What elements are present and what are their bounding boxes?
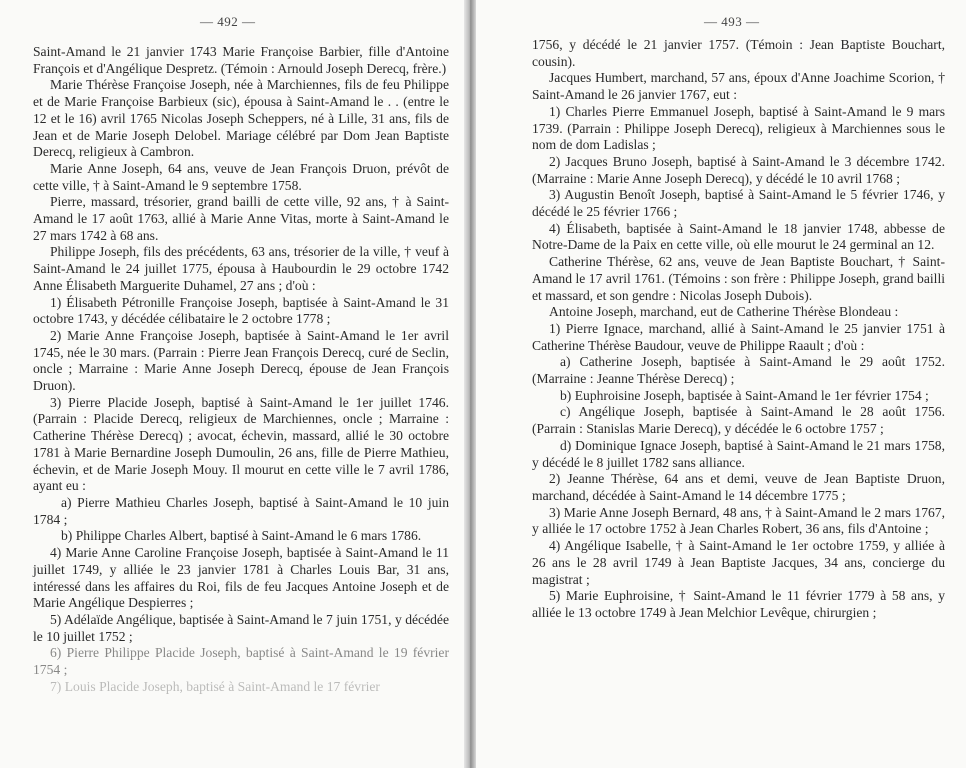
paragraph: 3) Augustin Benoît Joseph, baptisé à Saint-Amand le 5 février 1746, y décédé le 25 février 1766 ;	[532, 187, 945, 220]
page-number: — 493 —	[704, 14, 760, 29]
left-page	[0, 0, 468, 768]
paragraph: 1) Élisabeth Pétronille Françoise Joseph, baptisée à Saint-Amand le 31 octobre 1743, y décédée célibataire le 2 octobre 1778 ;	[33, 294, 449, 327]
paragraph: 1) Pierre Ignace, marchand, allié à Saint-Amand le 25 janvier 1751 à Catherine Thérèse Baudour, veuve de Philippe Raault ; d'où :	[532, 320, 945, 353]
paragraph: 2) Marie Anne Françoise Joseph, baptisée à Saint-Amand le 1er avril 1745, née le 30 mars. (Parrain : Pierre Jean François Derecq, curé de Seclin, oncle ; Marraine : Marie Anne Joseph Derecq, épouse de Jean François Druon).	[33, 327, 449, 394]
paragraph: a) Pierre Mathieu Charles Joseph, baptisé à Saint-Amand le 10 juin 1784 ;	[33, 494, 449, 527]
page-text	[33, 44, 449, 695]
paragraph: Pierre, massard, trésorier, grand bailli de cette ville, 92 ans, † à Saint-Amand le 17 août 1763, allié à Marie Anne Vitas, morte à Saint-Amand le 27 mars 1742 à 68 ans.	[33, 194, 449, 243]
paragraph: a) Catherine Joseph, baptisée à Saint-Amand le 29 août 1752. (Marraine : Jeanne Thérèse Derecq) ;	[532, 354, 945, 387]
paragraph: 2) Jacques Bruno Joseph, baptisé à Saint-Amand le 3 décembre 1742. (Marraine : Marie Anne Joseph Derecq), y décédé le 10 avril 1768 ;	[532, 153, 945, 186]
paragraph: 2) Jeanne Thérèse, 64 ans et demi, veuve de Jean Baptiste Druon, marchand, décédée à Saint-Amand le 14 décembre 1775 ;	[532, 471, 945, 503]
paragraph: 3) Pierre Placide Joseph, baptisé à Saint-Amand le 1er juillet 1746. (Parrain : Placide Derecq, religieux de Marchiennes, oncle ; Marraine : Catherine Thérèse Derecq) ; avocat, échevin, massard, allié le 30 octobre 1781 à Marie Bernardine Joseph Dumoulin, 26 ans, fille de Pierre Mathieu, échevin, et de Marie Joseph Mouy. Il mourut en cette ville le 7 avril 1786, ayant eu :	[33, 394, 449, 494]
page-text	[532, 37, 945, 622]
right-page	[476, 0, 966, 768]
paragraph: b) Euphroisine Joseph, baptisée à Saint-Amand le 1er février 1754 ;	[560, 387, 929, 403]
paragraph: d) Dominique Ignace Joseph, baptisé à Saint-Amand le 21 mars 1758, y décédé le 8 juillet 1782 sans alliance.	[532, 437, 945, 470]
paragraph: Antoine Joseph, marchand, eut de Catherine Thérèse Blondeau :	[549, 304, 899, 320]
paragraph: 5) Adélaïde Angélique, baptisée à Saint-Amand le 7 juin 1751, y décédée le 10 juillet 1752 ;	[33, 611, 449, 644]
paragraph: Jacques Humbert, marchand, 57 ans, époux d'Anne Joachime Scorion, † Saint-Amand le 26 janvier 1767, eut :	[532, 70, 945, 103]
paragraph: Catherine Thérèse, 62 ans, veuve de Jean Baptiste Bouchart, † Saint-Amand le 17 avril 1761. (Témoins : son frère : Philippe Joseph, grand bailli et massard, et son gendre : Nicolas Joseph Dubois).	[532, 254, 945, 303]
paragraph: 6) Pierre Philippe Placide Joseph, baptisé à Saint-Amand le 19 février 1754 ;	[33, 645, 449, 678]
paragraph: Marie Anne Joseph, 64 ans, veuve de Jean François Druon, prévôt de cette ville, † à Saint-Amand le 9 septembre 1758.	[33, 160, 449, 193]
paragraph: Saint-Amand le 21 janvier 1743 Marie Françoise Barbier, fille d'Antoine François et d'Angélique Despretz. (Témoin : Arnould Joseph Derecq, frère.)	[33, 44, 449, 76]
paragraph: 4) Élisabeth, baptisée à Saint-Amand le 18 janvier 1748, abbesse de Notre-Dame de la Paix en cette ville, où elle mourut le 24 germinal an 12.	[532, 220, 945, 253]
paragraph: 7) Louis Placide Joseph, baptisé à Saint-Amand le 17 février	[50, 678, 380, 694]
page-number: — 492 —	[200, 14, 256, 29]
paragraph: 1756, y décédé le 21 janvier 1757. (Témoin : Jean Baptiste Bouchart, cousin).	[532, 37, 945, 69]
paragraph: Philippe Joseph, fils des précédents, 63 ans, trésorier de la ville, † veuf à Saint-Amand le 24 juillet 1775, épousa à Haubourdin le 29 octobre 1742 Anne Élisabeth Marguerite Duhamel, 27 ans ; d'où :	[33, 244, 449, 293]
paragraph: 4) Angélique Isabelle, † à Saint-Amand le 1er octobre 1759, y alliée à 26 ans le 28 avril 1749 à Jean Baptiste Jacques, 34 ans, concierge du magistrat ;	[532, 538, 945, 587]
paragraph: Marie Thérèse Françoise Joseph, née à Marchiennes, fils de feu Philippe et de Marie Françoise Barbieux (sic), épousa à Saint-Amand le . . (entre le 12 et le 16) avril 1765 Nicolas Joseph Scheppers, né à Lille, 31 ans, fils de Jean et de Marie Joseph Delobel. Mariage célébré par Dom Jean Baptiste Derecq, religieux à Cambron.	[33, 77, 449, 160]
paragraph: b) Philippe Charles Albert, baptisé à Saint-Amand le 6 mars 1786.	[61, 528, 422, 544]
paragraph: 5) Marie Euphroisine, † Saint-Amand le 11 février 1779 à 58 ans, y alliée le 13 octobre 1749 à Jean Melchior Levêque, chirurgien ;	[532, 588, 945, 620]
paragraph: 3) Marie Anne Joseph Bernard, 48 ans, † à Saint-Amand le 2 mars 1767, y alliée le 17 octobre 1752 à Jean Charles Robert, 36 ans, fils d'Antoine ;	[532, 504, 945, 537]
paragraph: c) Angélique Joseph, baptisée à Saint-Amand le 28 août 1756. (Parrain : Stanislas Marie Derecq), y décédée le 6 octobre 1757 ;	[532, 404, 945, 437]
paragraph: 4) Marie Anne Caroline Françoise Joseph, baptisée à Saint-Amand le 11 juillet 1749, y alliée le 23 janvier 1781 à Charles Louis Bar, 31 ans, intéressé dans les affaires du Roi, fils de feu Jacques Antoine Joseph et de Marie Angélique Despierres ;	[33, 545, 449, 611]
book-gutter	[464, 0, 476, 768]
paragraph: 1) Charles Pierre Emmanuel Joseph, baptisé à Saint-Amand le 9 mars 1739. (Parrain : Philippe Joseph Derecq), religieux à Marchiennes sous le nom de dom Ladislas ;	[532, 103, 945, 153]
